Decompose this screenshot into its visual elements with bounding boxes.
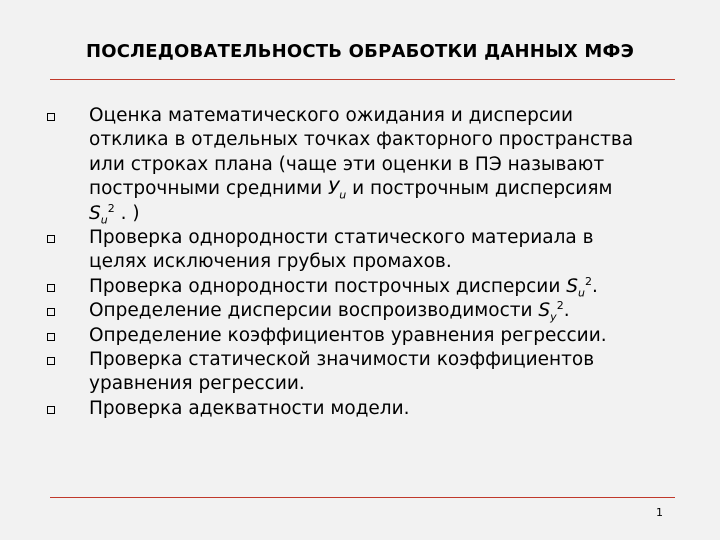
math-subscript: u xyxy=(100,213,108,227)
list-item-text: или строках плана (чаще эти оценки в ПЭ называют xyxy=(89,153,605,175)
bullet-list xyxy=(0,104,720,421)
list-item-text: целях исключения грубых промахов. xyxy=(89,251,452,273)
list-item xyxy=(0,324,649,348)
math-variable: У xyxy=(327,178,340,200)
math-superscript: 2 xyxy=(584,274,592,288)
list-item-text-part: . xyxy=(591,275,598,297)
hollow-square-icon xyxy=(47,357,55,365)
list-item-text: уравнения регрессии. xyxy=(89,373,305,395)
list-item xyxy=(0,299,649,323)
math-superscript: 2 xyxy=(556,299,564,313)
list-item xyxy=(0,104,649,226)
hollow-square-icon xyxy=(47,284,55,292)
list-item-text xyxy=(89,299,649,323)
math-variable: S xyxy=(89,202,101,224)
list-item-text: Проверка статической значимости коэффициентов xyxy=(89,349,595,371)
list-item xyxy=(0,397,649,421)
math-subscript: u xyxy=(577,286,585,300)
list-item-text xyxy=(89,202,649,226)
page-number: 1 xyxy=(656,506,663,519)
hollow-square-icon xyxy=(47,308,55,316)
list-item-text xyxy=(89,275,649,299)
list-item-text xyxy=(89,177,649,201)
list-item xyxy=(0,226,649,275)
list-item-text: Проверка адекватности модели. xyxy=(89,397,410,419)
list-item-text-part: . xyxy=(563,300,570,322)
math-variable: S xyxy=(566,275,578,297)
math-subscript: u xyxy=(339,188,347,202)
hollow-square-icon xyxy=(47,333,55,341)
list-item-text-part: построчными средними xyxy=(89,178,328,200)
footer-divider xyxy=(50,497,675,498)
math-variable: S xyxy=(538,300,551,322)
list-item-text: Проверка однородности статического материала в xyxy=(89,227,594,249)
list-item-text-part: Определение дисперсии воспроизводимости xyxy=(89,300,539,322)
math-subscript: y xyxy=(550,310,557,324)
list-item-text-part: Проверка однородности построчных дисперсии xyxy=(89,275,567,297)
list-item-text: отклика в отдельных точках факторного пространства xyxy=(89,129,634,151)
list-item-text: Определение коэффициентов уравнения регрессии. xyxy=(89,324,607,346)
math-superscript: 2 xyxy=(107,201,115,215)
hollow-square-icon xyxy=(47,113,55,121)
hollow-square-icon xyxy=(47,235,55,243)
list-item-text-part: и построчным дисперсиям xyxy=(346,178,613,200)
title-divider xyxy=(50,79,675,80)
list-item-text-part: . ) xyxy=(114,202,140,224)
hollow-square-icon xyxy=(47,406,55,414)
list-item-text: Оценка математического ожидания и дисперсии xyxy=(89,105,574,126)
slide-title: ПОСЛЕДОВАТЕЛЬНОСТЬ ОБРАБОТКИ ДАННЫХ МФЭ xyxy=(85,41,635,62)
list-item xyxy=(0,275,649,299)
list-item xyxy=(0,348,649,397)
